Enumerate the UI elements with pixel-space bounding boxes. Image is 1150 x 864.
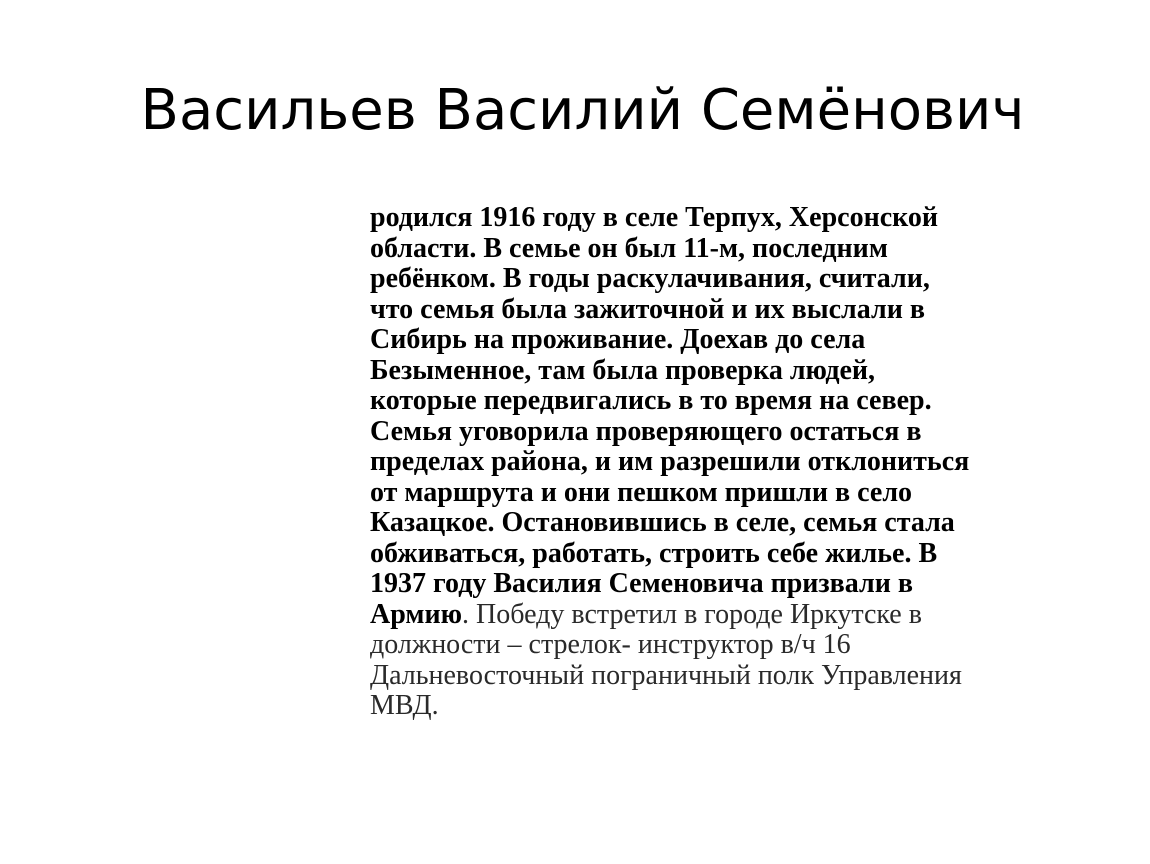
bio-line: МВД.: [370, 690, 439, 721]
bio-line-mixed: [370, 598, 1092, 631]
bio-line: что семья была зажиточной и их выслали в: [370, 293, 925, 325]
bio-line: родился 1916 году в селе Терпух, Херсонской: [370, 202, 939, 233]
bio-line: Безыменное, там была проверка людей,: [370, 354, 876, 386]
bio-victory-text: . Победу встретил в городе Иркутске в: [461, 598, 922, 630]
bio-line: должности – стрелок- инструктор в/ч 16: [370, 629, 851, 660]
bio-line: Сибирь на проживание. Доехав до села: [370, 324, 866, 355]
bio-line: Дальневосточный пограничный полк Управления: [370, 659, 962, 691]
bio-army-word: Армию: [370, 598, 462, 630]
bio-line: от маршрута и они пешком пришли в село: [370, 476, 913, 508]
bio-line: Казацкое. Остановившись в селе, семья стала: [370, 507, 955, 538]
bio-line: 1937 году Василия Семеновича призвали в: [370, 568, 913, 599]
bio-line: Семья уговорила проверяющего остаться в: [370, 415, 922, 447]
bio-line: области. В семье он был 11-м, последним: [370, 232, 888, 264]
biography-text: [370, 202, 1092, 722]
bio-line: пределах района, и им разрешили отклониться: [370, 446, 970, 477]
bio-line: ребёнком. В годы раскулачивания, считали,: [370, 263, 930, 294]
bio-line: которые передвигались в то время на север.: [370, 385, 932, 416]
slide-title: Васильев Василий Семёнович: [140, 78, 1025, 143]
bio-line: обживаться, работать, строить себе жилье. В: [370, 537, 938, 569]
